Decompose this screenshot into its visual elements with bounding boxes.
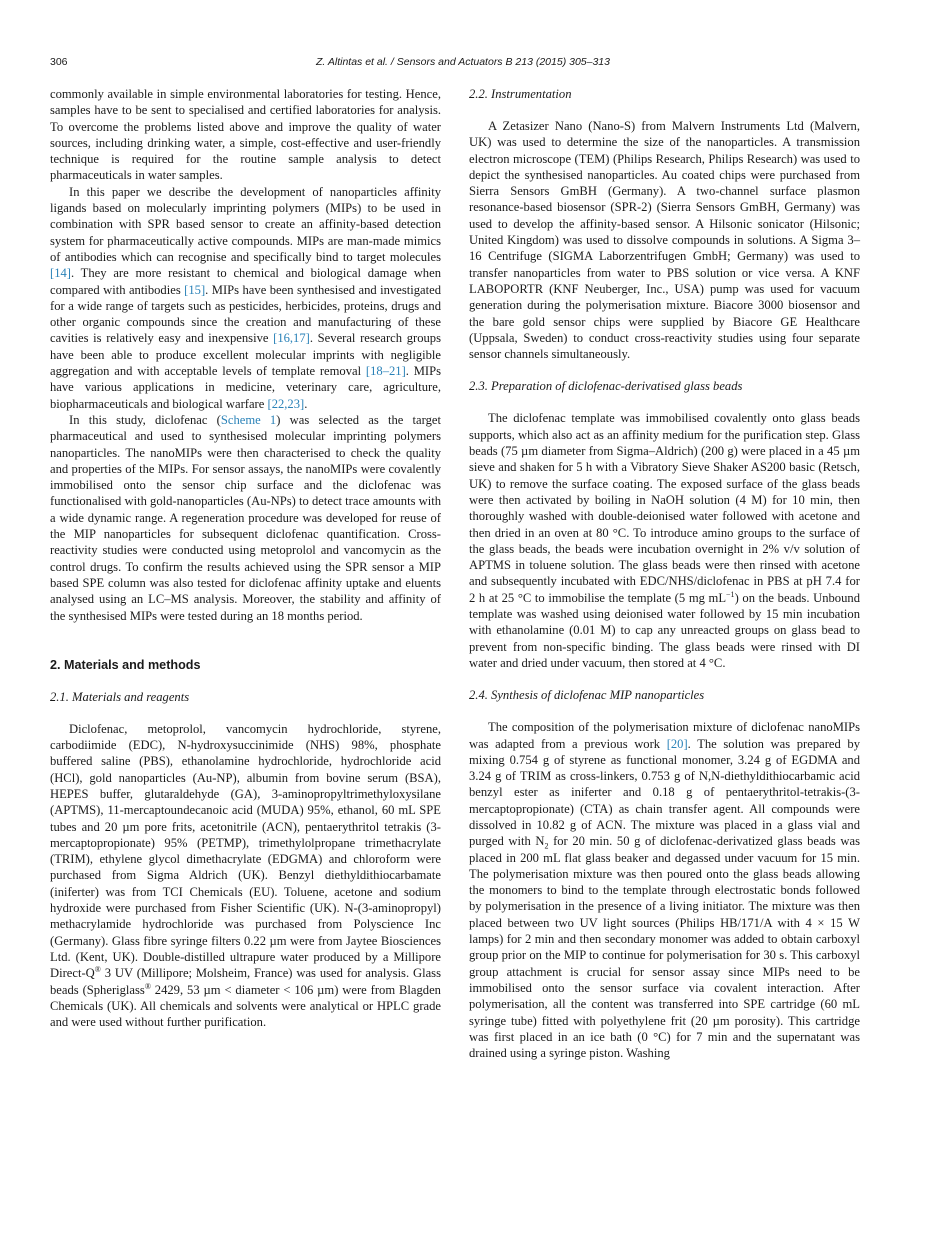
text: . MIPs have various applications in medicine, veterinary care, agriculture, biopharmaceuticals and biological warfare [50, 364, 442, 411]
text: . The solution was prepared by mixing 0.754 g of styrene as functional monomer, 3.24 g of EGDMA and 3.24 g of TRIM as cross-linkers, 0.753 g of N,N-diethyldithiocarbamic acid benzyl ester as iniferter and 0.18 g of pentaerythritol-tetrakis-(3-mercaptopropionate) (CTA) as chain transfer agent. All compounds were dissolved in 10.82 g of ACN. The mixture was placed in a glass vial and purged with N [469, 736, 860, 849]
superscript: −1 [726, 589, 735, 599]
registered-mark: ® [144, 981, 151, 991]
text: In this study, diclofenac ( [69, 412, 221, 427]
scheme-link[interactable]: Scheme 1 [220, 412, 277, 427]
citation-link[interactable]: [15] [184, 282, 206, 297]
subsection-heading: 2.1. Materials and reagents [50, 689, 190, 704]
page-number: 306 [50, 56, 68, 68]
text: ) was selected as the target pharmaceutical and used to synthesised molecular imprinting polymers nanoparticles. The nanoMIPs were then characterised to check the quality and properties of the MIPs. For sensor assays, the nanoMIPs were covalently immobilised onto the sensor chip surface and the diclofenac was functionalised with gold-nanoparticles (Au-NPs) to detect trace amounts with a wide dynamic range. A regeneration procedure was developed for reuse of the MIP nanoparticles for subsequent diclofenac quantification. Cross-reactivity studies were conducted using metoprolol and vancomycin as the control drugs. To confirm the results achieved using the SPR sensor a MIP based SPE column was also tested for diclofenac affinity uptake and eluents analysed using an LC–MS analysis. Moreover, the stability and affinity of the synthesised MIPs were tested during an 18 months period. [50, 412, 442, 623]
paragraph: A Zetasizer Nano (Nano-S) from Malvern Instruments Ltd (Malvern, UK) was used to determine the size of the nanoparticles. A transmission electron microscope (TEM) (Philips Research, Philips Research) was used to depict the synthesised nanoparticles. Au coated chips were purchased from Sierra Sensors GmBH (Germany). A two-channel surface plasmon resonance-based biosensor (SPR-2) (Sierra Sensors GmBH, Germany) was used to develop the affinity-based sensor. A Hilsonic sonicator (Hilsonic; United Kingdom) was used to dissolve compounds in solutions. A Sigma 3–16 Centrifuge (SIGMA Laborzentrifugen GmbH; Germany) was used to transfer nanoparticles from water to PBS solution or vice versa. A KNF LABOPORTR (KNF Neuberger, Inc., USA) pump was used for vacuum generation during the polymerisation mixture. Biacore 3000 biosensor and the bare gold sensor chips were supplied by Biacore GE Healthcare (Uppsala, Sweden) to conduct cross-reactivity studies using four separate sensor channels simultaneously. [469, 119, 860, 362]
running-head: Z. Altintas et al. / Sensors and Actuators B 213 (2015) 305–313 [316, 56, 610, 68]
subsection-heading: 2.4. Synthesis of diclofenac MIP nanoparticles [469, 688, 705, 703]
paragraph [50, 721, 441, 1031]
text: ) on the beads. Unbound template was washed using deionised water followed by 15 min incubation with ethanolamine (0.01 M) to cap any unreacted groups on glass bead to prevent from non-specific binding. The glass beads were rinsed with DI water and dried under vacuum, then stored at 4 °C. [469, 590, 860, 670]
page-header [50, 56, 876, 70]
text: . Several research groups have been able to produce excellent molecular imprints with negligible aggregation and with acceptable levels of template removal [50, 331, 441, 379]
section-heading: 2. Materials and methods [50, 657, 201, 672]
text: Diclofenac, metoprolol, vancomycin hydrochloride, styrene, carbodiimide (EDC), N-hydroxysuccinimide (NHS) 98%, phosphate buffered saline (PBS), ethanolamine hydrochloride, hydrochloride acid (HCl), gold nanoparticles (Au-NP), albumin from bovine serum (BSA), HEPES buffer, glutaraldehyde (GA), 3-aminopropyltrimethyloxysilane (APTMS), 11-mercaptoundecanoic acid (MUDA) 95%, ethanol, 60 mL SPE tubes and 20 µm pore frits, acetonitrile (ACN), pentaerythritol tetrakis (3-mercaptopropionate) 95% (PETMP), trimethylolpropane trimethacrylate (TRIM), ethylene glycol dimethacrylate (EDGMA) and chloroform were purchased from Sigma Aldrich (UK). Benzyl diethyldithiocarbamate (iniferter) was from TCI Chemicals (EU). Toluene, acetone and sodium hydroxide were purchased from Fisher Scientific (UK). N-(3-aminopropyl) methacrylamide hydrochloride was purchased from Polyscience Inc (Germany). Glass fibre syringe filters 0.22 µm were from Jaytee Biosciences Ltd. (Kent, UK). Double-distilled ultrapure water produced by a Millipore Direct-Q [50, 721, 441, 981]
subscript: 2 [544, 841, 549, 851]
paragraph [50, 184, 441, 412]
left-column [50, 86, 441, 1030]
paragraph [50, 412, 441, 624]
citation-link[interactable]: [16,17] [273, 331, 310, 346]
registered-mark: ® [94, 965, 101, 975]
right-column [469, 86, 860, 1061]
paragraph [469, 719, 860, 1061]
text: 3 UV (Millipore; Molsheim, France) was used for analysis. Glass beads (Spheriglass [50, 966, 441, 997]
paragraph: commonly available in simple environmental laboratories for testing. Hence, samples have to be sent to specialised and certified laboratories for analysis. To overcome the problems listed above and improve the quality of water sources, including drinking water, a simple, cost-effective and user-friendly technique is required for the routine sample analysis to detect pharmaceuticals in water samples. [50, 87, 441, 183]
subsection-heading: 2.2. Instrumentation [469, 87, 572, 101]
text: In this paper we describe the development of nanoparticles affinity ligands based on molecularly imprinting polymers (MIPs) to be used in combination with SPR based sensor to create an affinity-based detection system for pharmaceutically active compounds. MIPs are man-made mimics of antibodies which can recognise and specifically bind to target molecules [50, 184, 441, 264]
citation-link[interactable]: [22,23] [267, 396, 305, 411]
text: . They are more resistant to chemical and biological damage when compared with antibodies [50, 266, 441, 297]
text: 2429, 53 µm < diameter < 106 µm) were from Blagden Chemicals (UK). All chemicals and solvents were analytical or HPLC grade and were used without further purification. [50, 982, 441, 1030]
paragraph [469, 410, 860, 671]
text: The composition of the polymerisation mixture of diclofenac nanoMIPs was adapted from a previous work [469, 720, 860, 751]
text: . MIPs have been synthesised and investigated for a wide range of targets such as pesticides, herbicides, proteins, drugs and other organic compounds since the creation and manufacturing of these cavities is relatively easy and inexpensive [50, 282, 441, 346]
text: The diclofenac template was immobilised covalently onto glass beads supports, which also act as an affinity medium for the purification step. Glass beads (75 µm diameter from Sigma–Aldrich) (200 g) were placed in a 45 µm sieve and shaken for 5 h with a Vibratory Sieve Shaker AS200 basic (Retsch, UK) to remove the surface coating. The exposed surface of the glass beads were then activated by boiling in NaOH solution (4 M) for 10 min, then thoroughly washed with double-deionised water followed with acetone and then dried in an oven at 80 °C. To introduce amino groups to the surface of the glass beads, the beads were incubation overnight in 2% v/v solution of APTMS in toluene solution. The glass beads were then rinsed with acetone and subsequently incubated with EDC/NHS/diclofenac in PBS at pH 7.4 for 2 h at 25 °C to immobilise the template (5 mg mL [469, 411, 860, 605]
text: . [304, 396, 308, 411]
citation-link[interactable]: [18–21] [365, 364, 406, 379]
text: for 20 min. 50 g of diclofenac-derivatized glass beads was placed in 200 mL flat glass beaker and degassed under vacuum for 15 min. The polymerisation mixture was then poured onto the glass beads allowing the monomers to bind to the template through electrostatic bonds followed by polymerisation in the presence of a living initiator. The mixture was then placed between two UV light sources (Philips HB/171/A with 4 × 15 W lamps) for 2 min and then secondary monomer was added to obtain carboxyl group prior on the MIP to continue for polymerisation for 30 s. This carboxyl group attachment is crucial for sensor assay since MIPs need to be immobilised onto the sensor surface via covalent interaction. After polymerisation, all the content was transferred into SPE cartridge (60 mL syringe tube) fitted with polyethylene frit (20 µm porosity). This cartridge was first placed in an ice bath (0 °C) for 7 min and the supernatant was drained using a syringe piston. Washing [469, 834, 860, 1061]
citation-link[interactable]: [20] [666, 736, 688, 751]
subsection-heading: 2.3. Preparation of diclofenac-derivatised glass beads [469, 379, 743, 394]
citation-link[interactable]: [14] [50, 266, 71, 281]
